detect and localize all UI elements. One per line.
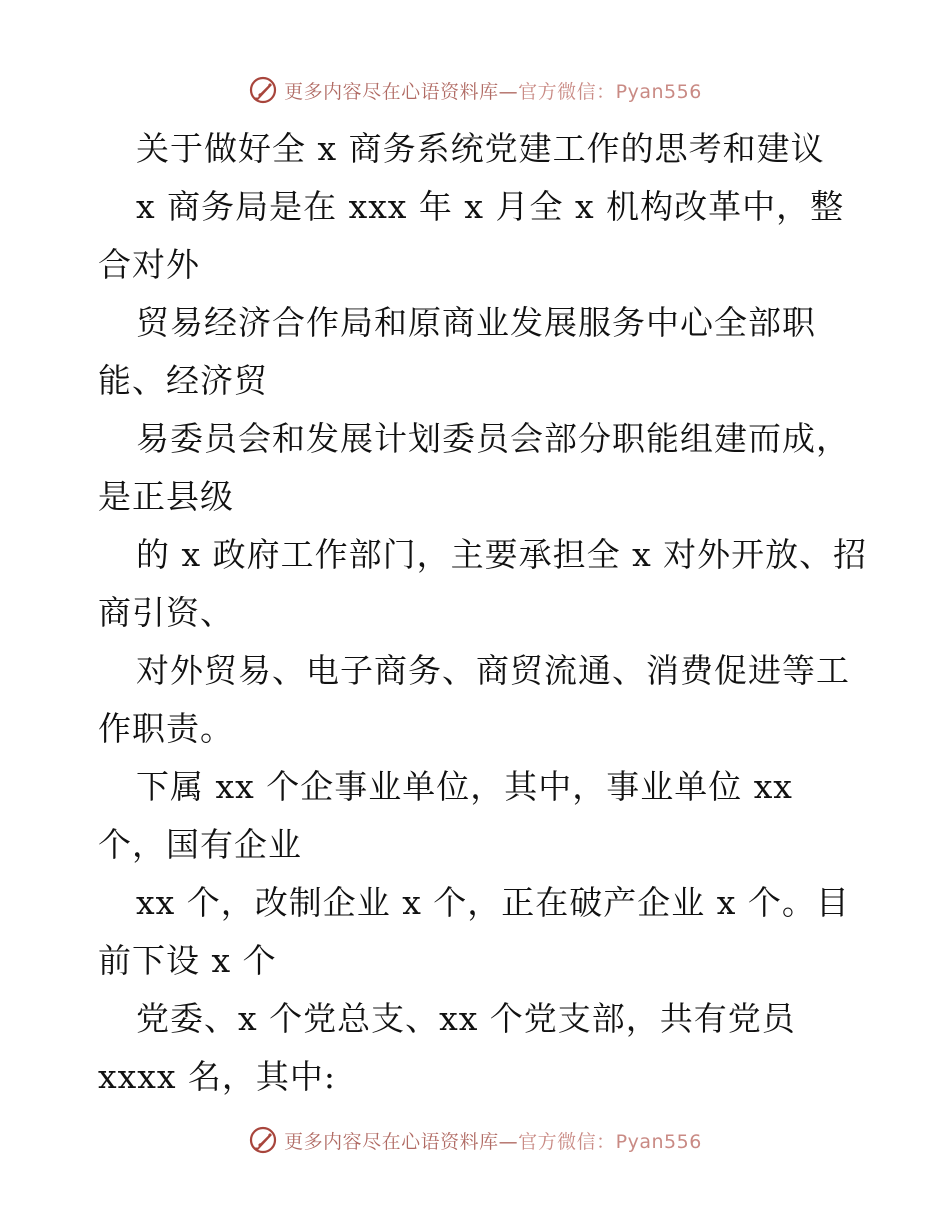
paragraph-line: 个，国有企业 — [98, 825, 302, 864]
paragraph-line: x 商务局是在 xxx 年 x 月全 x 机构改革中，整 — [136, 187, 845, 226]
banner-separator: — — [498, 80, 519, 103]
paragraph-line: xxxx 名，其中: — [98, 1057, 337, 1096]
paragraph-line: 商引资、 — [98, 593, 234, 632]
paragraph-line: 合对外 — [98, 245, 200, 284]
paragraph-line: 对外贸易、电子商务、商贸流通、消费促进等工 — [136, 651, 850, 690]
paragraph-line: 能、经济贸 — [98, 361, 268, 400]
banner-text — [284, 77, 702, 104]
banner-wechat-text: 官方微信：Pyan556 — [518, 80, 702, 103]
banner-wechat-text: 官方微信：Pyan556 — [518, 1130, 702, 1153]
paragraph-line: 党委、x 个党总支、xx 个党支部，共有党员 — [136, 999, 796, 1038]
paragraph-line: xx 个，改制企业 x 个，正在破产企业 x 个。目 — [136, 883, 850, 922]
paragraph-line: 作职责。 — [98, 709, 234, 748]
paragraph-line: 易委员会和发展计划委员会部分职能组建而成， — [136, 419, 850, 458]
footer-banner — [0, 1120, 950, 1160]
paragraph-line: 下属 xx 个企事业单位，其中，事业单位 xx — [136, 767, 793, 806]
banner-separator: — — [498, 1130, 519, 1153]
paragraph-line: 贸易经济合作局和原商业发展服务中心全部职 — [136, 303, 816, 342]
paragraph-line: 是正县级 — [98, 477, 234, 516]
banner-main-text: 更多内容尽在心语资料库 — [284, 80, 499, 103]
banner-text — [284, 1127, 702, 1154]
document-body — [98, 120, 878, 1106]
paragraph-line: 的 x 政府工作部门，主要承担全 x 对外开放、招 — [136, 535, 868, 574]
document-title: 关于做好全 x 商务系统党建工作的思考和建议 — [136, 129, 825, 168]
paragraph-line: 前下设 x 个 — [98, 941, 277, 980]
feather-pen-logo-icon — [248, 1125, 278, 1155]
banner-main-text: 更多内容尽在心语资料库 — [284, 1130, 499, 1153]
header-banner — [0, 70, 950, 110]
feather-pen-logo-icon — [248, 75, 278, 105]
